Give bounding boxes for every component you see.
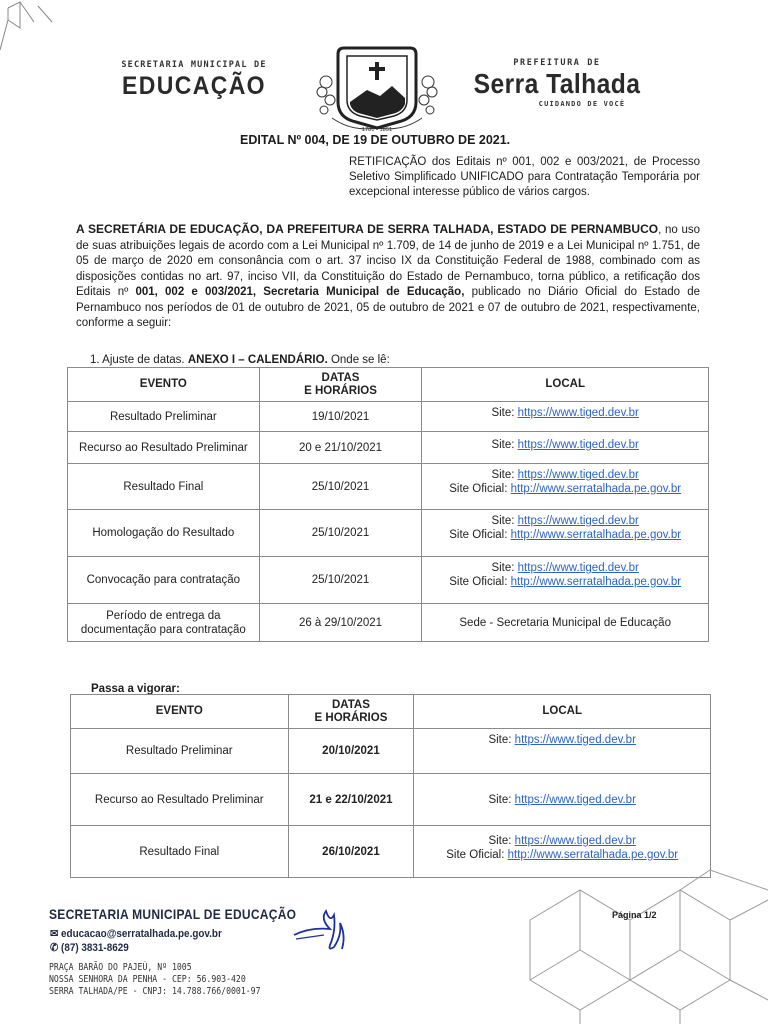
table-row: Recurso ao Resultado Preliminar 20 e 21/10/2021 Site: https://www.tiged.dev.br <box>68 432 709 464</box>
table-row: Resultado Final 25/10/2021 Site: https://www.tiged.dev.br Site Oficial: http://www.serratalhada.pe.gov.br <box>68 464 709 510</box>
table-row: Período de entrega da documentação para contratação 26 à 29/10/2021 Sede - Secretaria Municipal de Educação <box>68 604 709 642</box>
header-evento: EVENTO <box>71 695 289 729</box>
table-row: Resultado Final 26/10/2021 Site: https://www.tiged.dev.br Site Oficial: http://www.serratalhada.pe.gov.br <box>71 826 711 878</box>
link-tiged[interactable]: https://www.tiged.dev.br <box>514 793 636 806</box>
footer-email[interactable]: educacao@serratalhada.pe.gov.br <box>61 928 222 940</box>
crest-years: 1780 - 1851 <box>361 127 393 133</box>
header-educacao: EDUCAÇÃO <box>122 72 266 100</box>
header-local: LOCAL <box>422 368 709 402</box>
link-serratalhada[interactable]: http://www.serratalhada.pe.gov.br <box>507 849 679 861</box>
link-tiged[interactable]: https://www.tiged.dev.br <box>517 515 639 527</box>
link-serratalhada[interactable]: http://www.serratalhada.pe.gov.br <box>510 576 682 588</box>
table-row: Resultado Preliminar 19/10/2021 Site: https://www.tiged.dev.br <box>68 402 709 432</box>
header-evento: EVENTO <box>68 368 260 402</box>
footer-title: SECRETARIA MUNICIPAL DE EDUCAÇÃO <box>49 906 297 922</box>
retificacao-paragraph: RETIFICAÇÃO dos Editais nº 001, 002 e 003/2021, de Processo Seletivo Simplificado UNIFICADO para Contratação Temporária por excepcional interesse público de vários cargos. <box>349 156 700 198</box>
calendar-table-new <box>70 694 711 878</box>
corner-pattern-top <box>0 0 80 60</box>
header-datas: DATAS E HORÁRIOS <box>259 368 422 402</box>
table-row: Convocação para contratação 25/10/2021 Site: https://www.tiged.dev.br Site Oficial: http://www.serratalhada.pe.gov.br <box>68 557 709 604</box>
header-serra-talhada: Serra Talhada <box>473 68 641 99</box>
envelope-icon: ✉ <box>50 928 59 940</box>
link-tiged[interactable]: https://www.tiged.dev.br <box>514 835 636 847</box>
footer-email-line <box>50 927 222 940</box>
corner-pattern-bottom <box>470 860 768 1024</box>
header-slogan: CUIDANDO DE VOCÊ <box>538 100 626 108</box>
link-serratalhada[interactable]: http://www.serratalhada.pe.gov.br <box>510 529 682 541</box>
body-editais-bold: 001, 002 e 003/2021, Secretaria Municipal de Educação, <box>135 286 465 298</box>
table-row: Recurso ao Resultado Preliminar 21 e 22/10/2021 Site: https://www.tiged.dev.br <box>71 774 711 826</box>
link-tiged[interactable]: https://www.tiged.dev.br <box>517 469 639 481</box>
footer-address: PRAÇA BARÃO DO PAJEÚ, Nº 1005 NOSSA SENHORA DA PENHA - CEP: 56.903-420 SERRA TALHADA/PE - CNPJ: 14.788.766/0001-97 <box>49 962 261 997</box>
footer-phone: (87) 3831-8629 <box>61 942 129 954</box>
passa-a-vigorar: Passa a vigorar: <box>91 683 180 695</box>
municipal-crest-logo <box>312 40 442 135</box>
link-tiged[interactable]: https://www.tiged.dev.br <box>517 407 639 419</box>
table-header-row <box>68 368 709 402</box>
link-tiged[interactable]: https://www.tiged.dev.br <box>514 734 636 746</box>
header-local: LOCAL <box>414 695 711 729</box>
header-secretaria-label: SECRETARIA MUNICIPAL DE <box>121 60 267 70</box>
page-number: Página 1/2 <box>612 910 657 920</box>
item-ajuste-datas: 1. Ajuste de datas. ANEXO I – CALENDÁRIO. Onde se lê: <box>90 354 390 366</box>
link-serratalhada[interactable]: http://www.serratalhada.pe.gov.br <box>510 483 682 495</box>
table-header-row <box>71 695 711 729</box>
header-prefeitura <box>462 58 652 108</box>
link-tiged[interactable]: https://www.tiged.dev.br <box>517 439 639 451</box>
edital-title: EDITAL Nº 004, DE 19 DE OUTUBRO DE 2021. <box>240 133 511 147</box>
calendar-table-original <box>67 367 709 642</box>
header-secretaria <box>104 60 284 101</box>
table-row: Homologação do Resultado 25/10/2021 Site: https://www.tiged.dev.br Site Oficial: http://www.serratalhada.pe.gov.br <box>68 510 709 557</box>
signature <box>290 905 360 955</box>
header-datas: DATAS E HORÁRIOS <box>288 695 414 729</box>
table-row: Resultado Preliminar 20/10/2021 Site: https://www.tiged.dev.br <box>71 729 711 774</box>
body-paragraph: A SECRETÁRIA DE EDUCAÇÃO, DA PREFEITURA DE SERRA TALHADA, ESTADO DE PERNAMBUCO, no uso de suas atribuições legais de acordo com a Lei Municipal nº 1.709, de 14 de junho de 2019 e a Lei Municipal nº 1.751, de 05 de março de 2020 em consonância com o art. 37 inciso IX da Constituição Federal de 1988, combinado com as disposições contidas no art. 97, inciso VII, da Constituição do Estado de Pernambuco, torna público, a retificação dos Editais nº 001, 002 e 003/2021, Secretaria Municipal de Educação, publicado no Diário Oficial do Estado de Pernambuco nos períodos de 01 de outubro de 2021, 05 de outubro de 2021 e 07 de outubro de 2021, respectivamente, conforme a seguir: <box>76 222 701 329</box>
body-lead: A SECRETÁRIA DE EDUCAÇÃO, DA PREFEITURA DE SERRA TALHADA, ESTADO DE PERNAMBUCO <box>76 222 659 236</box>
footer-phone-line <box>50 941 129 954</box>
phone-icon: ✆ <box>50 942 59 954</box>
link-tiged[interactable]: https://www.tiged.dev.br <box>517 562 639 574</box>
header-prefeitura-label: PREFEITURA DE <box>513 58 601 68</box>
